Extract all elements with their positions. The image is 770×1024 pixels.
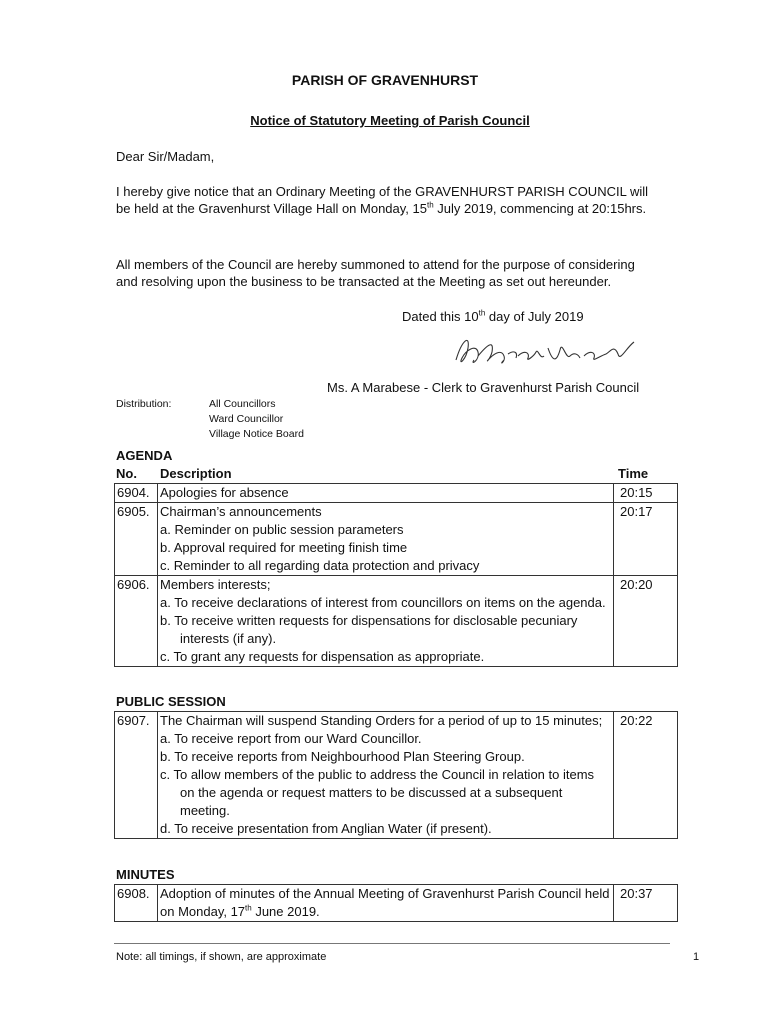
page-title: PARISH OF GRAVENHURST [291,72,479,88]
dated-line [402,309,584,324]
sub-item: c. Reminder to all regarding data protection and privacy [160,558,480,573]
minutes-table [114,884,678,922]
item-title: Apologies for absence [160,485,289,500]
sub-item: b. To receive written requests for dispensations for disclosable pecuniary interests (if any). [160,613,578,646]
agenda-row [115,712,678,839]
item-time: 20:37 [614,885,678,922]
sub-item: a. To receive declarations of interest from councillors on items on the agenda. [160,595,606,610]
item-title-sup: th [245,903,252,913]
item-time: 20:17 [614,503,678,576]
minutes-heading: MINUTES [116,867,175,882]
item-time: 20:22 [614,712,678,839]
agenda-row [115,503,678,576]
item-description [158,484,614,503]
dated-sup: th [478,308,486,318]
distribution-label: Distribution: [116,398,172,410]
item-description [158,503,614,576]
sub-item: a. Reminder on public session parameters [160,522,404,537]
column-header-time: Time [618,466,649,481]
footer-divider [114,943,670,944]
signatory-line: Ms. A Marabese - Clerk to Gravenhurst Parish Council [327,380,640,395]
footer-note: Note: all timings, if shown, are approximate [116,951,327,963]
item-time: 20:20 [614,576,678,667]
greeting: Dear Sir/Madam, [116,149,215,164]
notice-text-post: July 2019, commencing at 20:15hrs. [433,201,647,216]
item-number: 6905. [115,503,158,576]
agenda-row [115,576,678,667]
distribution-recipient: All Councillors [209,398,276,410]
dated-text-post: day of July 2019 [485,309,584,324]
item-description [158,712,614,839]
notice-paragraph [116,183,666,217]
sub-item: b. Approval required for meeting finish time [160,540,408,555]
notice-sup: th [427,200,434,210]
distribution-recipient: Village Notice Board [209,428,304,440]
item-title-pre: Adoption of minutes of the Annual Meeting of Gravenhurst Parish Council held on Monday, 17 [160,886,610,919]
sub-item: c. To grant any requests for dispensation as appropriate. [160,649,485,664]
dated-text-pre: Dated this 10 [402,309,479,324]
distribution-list [209,397,409,442]
item-title: Chairman’s announcements [160,504,322,519]
item-number: 6908. [115,885,158,922]
public-session-table [114,711,678,839]
item-number: 6904. [115,484,158,503]
agenda-heading: AGENDA [116,448,173,463]
column-header-no: No. [116,466,137,481]
item-title: Members interests; [160,577,271,592]
column-header-description: Description [160,466,232,481]
clerk-signature [448,330,648,376]
item-title: The Chairman will suspend Standing Orders for a period of up to 15 minutes; [160,713,603,728]
agenda-table [114,483,678,667]
agenda-row [115,484,678,503]
agenda-row [115,885,678,922]
sub-item: b. To receive reports from Neighbourhood Plan Steering Group. [160,749,525,764]
sub-item: c. To allow members of the public to address the Council in relation to items on the agenda or request matters to be discussed at a subsequent meeting. [160,767,595,818]
item-number: 6907. [115,712,158,839]
item-time: 20:15 [614,484,678,503]
sub-item: d. To receive presentation from Anglian Water (if present). [160,821,492,836]
distribution-recipient: Ward Councillor [209,413,284,425]
item-description [158,885,614,922]
public-session-heading: PUBLIC SESSION [116,694,226,709]
notice-text-pre: I hereby give notice that an Ordinary Meeting of the GRAVENHURST PARISH COUNCIL will be held at the Gravenhurst Village Hall on Monday, 15 [116,184,648,216]
notice-subtitle: Notice of Statutory Meeting of Parish Council [250,113,530,128]
item-title-post: June 2019. [251,904,320,919]
sub-item: a. To receive report from our Ward Councillor. [160,731,422,746]
summons-paragraph: All members of the Council are hereby summoned to attend for the purpose of considering and resolving upon the business to be transacted at the Meeting as set out hereunder. [116,257,635,289]
page-number: 1 [693,951,700,963]
item-number: 6906. [115,576,158,667]
item-description [158,576,614,667]
